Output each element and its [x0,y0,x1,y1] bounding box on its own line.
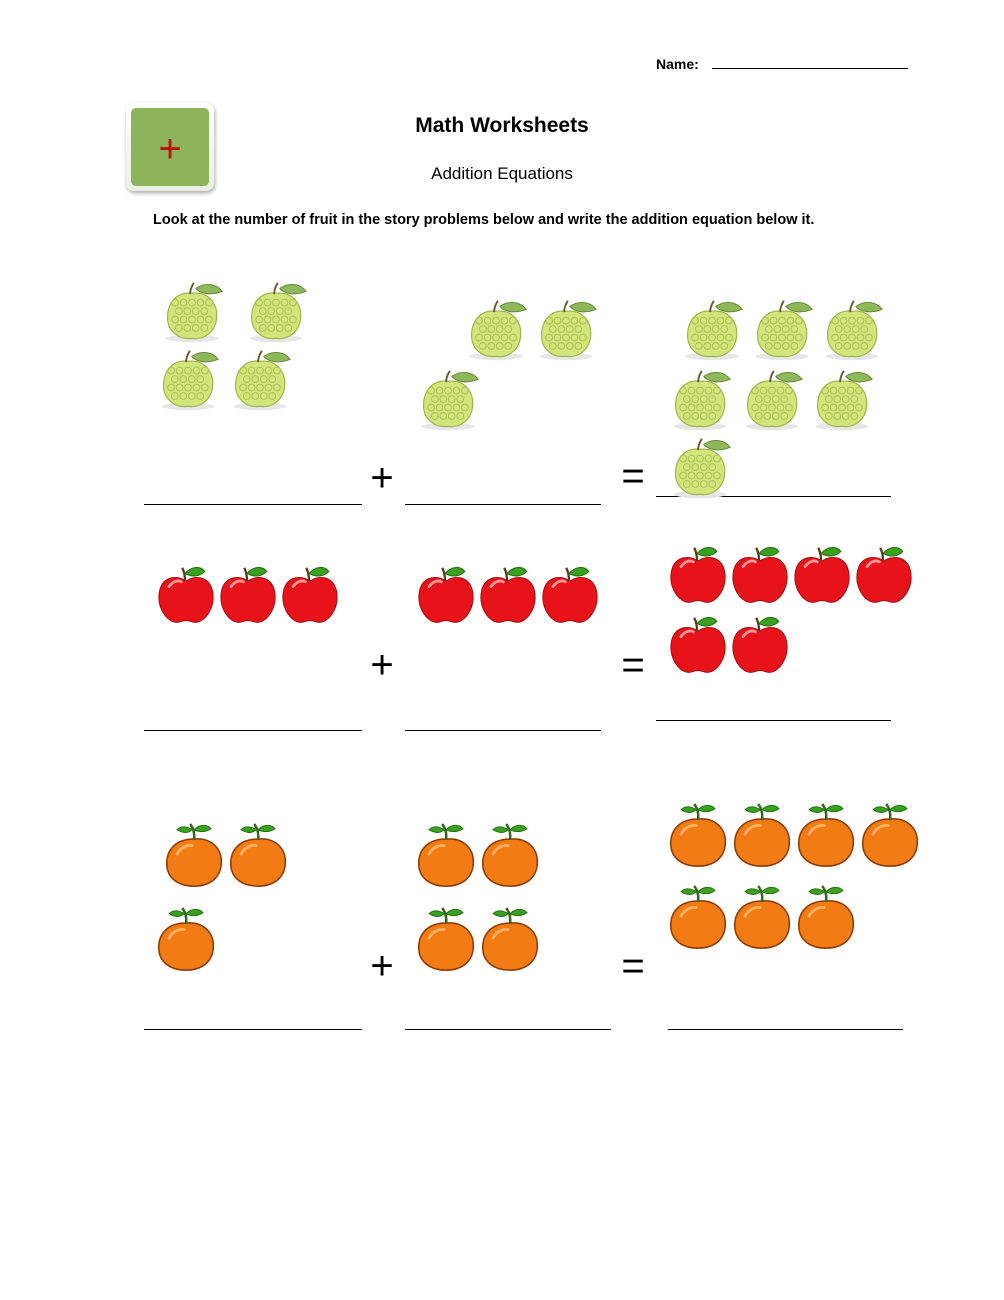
orange-icon [730,804,794,868]
red-apple-icon [476,564,540,628]
page-title: Math Worksheets [415,114,589,137]
custard-apple-icon [810,368,874,432]
page-subtitle: Addition Equations [431,164,573,183]
orange-icon [794,886,858,950]
orange-icon [162,824,226,888]
plus-sign: + [370,944,394,988]
orange-icon [730,886,794,950]
custard-apple-icon [680,298,744,362]
equals-sign: = [621,643,645,687]
red-apple-icon [728,544,792,608]
answer-line-addend2[interactable] [405,1029,611,1030]
name-field-line[interactable] [712,68,908,69]
plus-sign: + [370,456,394,500]
custard-apple-icon [668,436,732,500]
custard-apple-icon [156,348,220,412]
orange-icon [226,824,290,888]
orange-icon [414,908,478,972]
orange-icon [478,824,542,888]
custard-apple-icon [820,298,884,362]
name-label: Name: [656,56,699,72]
plus-icon: + [158,127,182,171]
orange-icon [478,908,542,972]
equals-sign: = [621,944,645,988]
custard-apple-icon [228,348,292,412]
red-apple-icon [852,544,916,608]
instructions-text: Look at the number of fruit in the story problems below and write the addition equation below it. [153,212,815,228]
red-apple-icon [666,614,730,678]
custard-apple-icon [244,280,308,344]
red-apple-icon [666,544,730,608]
custard-apple-icon [160,280,224,344]
red-apple-icon [538,564,602,628]
custard-apple-icon [740,368,804,432]
answer-line-addend2[interactable] [405,504,601,505]
red-apple-icon [414,564,478,628]
red-apple-icon [278,564,342,628]
answer-line-addend1[interactable] [144,504,362,505]
custard-apple-icon [464,298,528,362]
orange-icon [414,824,478,888]
orange-icon [666,804,730,868]
answer-line-addend1[interactable] [144,1029,362,1030]
orange-icon [858,804,922,868]
answer-line-sum[interactable] [656,720,891,721]
plus-sign: + [370,643,394,687]
red-apple-icon [790,544,854,608]
answer-line-sum[interactable] [668,1029,903,1030]
answer-line-addend1[interactable] [144,730,362,731]
red-apple-icon [154,564,218,628]
orange-icon [154,908,218,972]
custard-apple-icon [416,368,480,432]
custard-apple-icon [534,298,598,362]
custard-apple-icon [668,368,732,432]
orange-icon [666,886,730,950]
red-apple-icon [728,614,792,678]
custard-apple-icon [750,298,814,362]
equals-sign: = [621,454,645,498]
orange-icon [794,804,858,868]
answer-line-addend2[interactable] [405,730,601,731]
red-apple-icon [216,564,280,628]
